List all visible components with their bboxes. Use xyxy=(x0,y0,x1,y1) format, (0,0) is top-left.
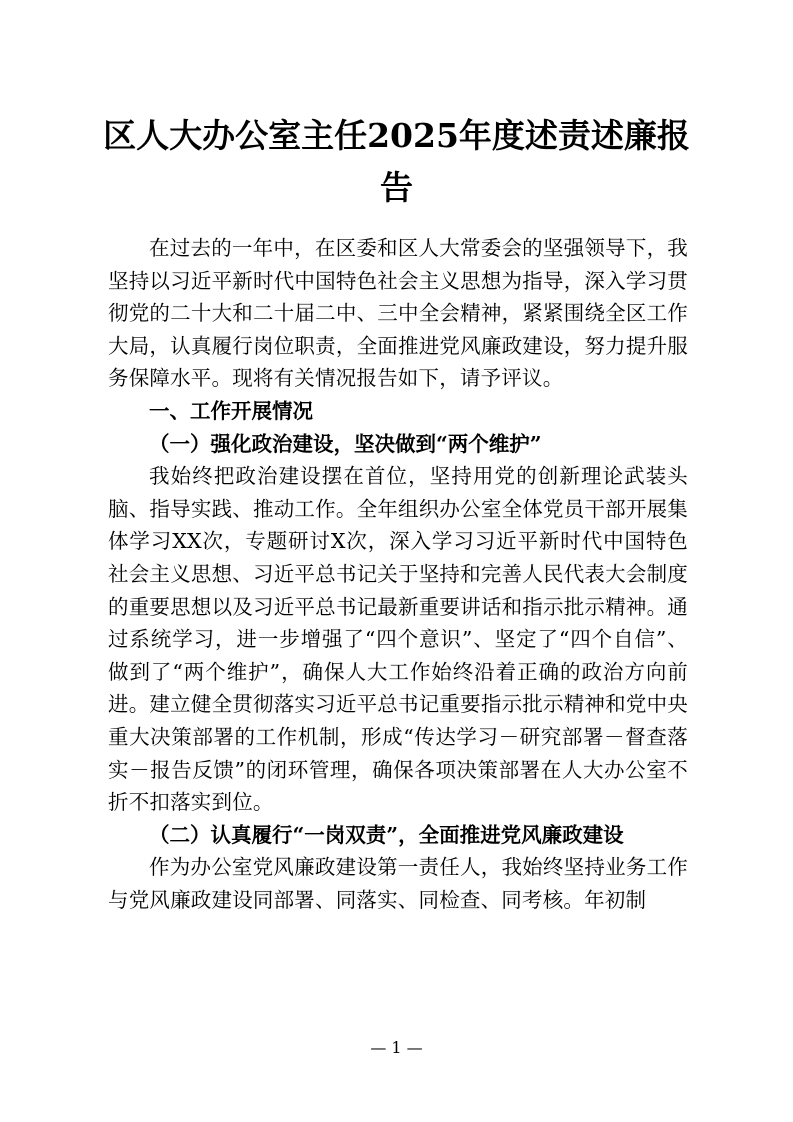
intro-paragraph: 在过去的一年中，在区委和区人大常委会的坚强领导下，我坚持以习近平新时代中国特色社会主义思想为指导，深入学习贯彻党的二十大和二十届二中、三中全会精神，紧紧围绕全区工作大局，认真履行岗位职责，全面推进党风廉政建设，努力提升服务保障水平。现将有关情况报告如下，请予评议。 xyxy=(108,236,688,391)
body-paragraph: 作为办公室党风廉政建设第一责任人，我始终坚持业务工作与党风廉政建设同部署、同落实、同检查、同考核。年初制 xyxy=(108,855,688,912)
section-heading: 一、工作开展情况 xyxy=(149,398,313,423)
document-title: 区人大办公室主任2025年度述责述廉报告 xyxy=(103,116,690,207)
page-number: — 1 — xyxy=(370,1038,423,1057)
body-paragraph: 我始终把政治建设摆在首位，坚持用党的创新理论武装头脑、指导实践、推动工作。全年组织办公室全体党员干部开展集体学习XX次，专题研讨X次，深入学习习近平新时代中国特色社会主义思想、习近平总书记关于坚持和完善人民代表大会制度的重要思想以及习近平总书记最新重要讲话和指示批示精神。通过系统学习，进一步增强了“四个意识”、坚定了“四个自信”、做到了“两个维护”，确保人大工作始终沿着正确的政治方向前进。建立健全贯彻落实习近平总书记重要指示批示精神和党中央重大决策部署的工作机制，形成“传达学习－研究部署－督查落实－报告反馈”的闭环管理，确保各项决策部署在人大办公室不折不扣落实到位。 xyxy=(108,464,688,815)
subsection-heading: （一）强化政治建设，坚决做到“两个维护” xyxy=(149,431,542,456)
subsection-heading: （二）认真履行“一岗双责”，全面推进党风廉政建设 xyxy=(149,822,624,847)
document-body xyxy=(108,232,688,916)
